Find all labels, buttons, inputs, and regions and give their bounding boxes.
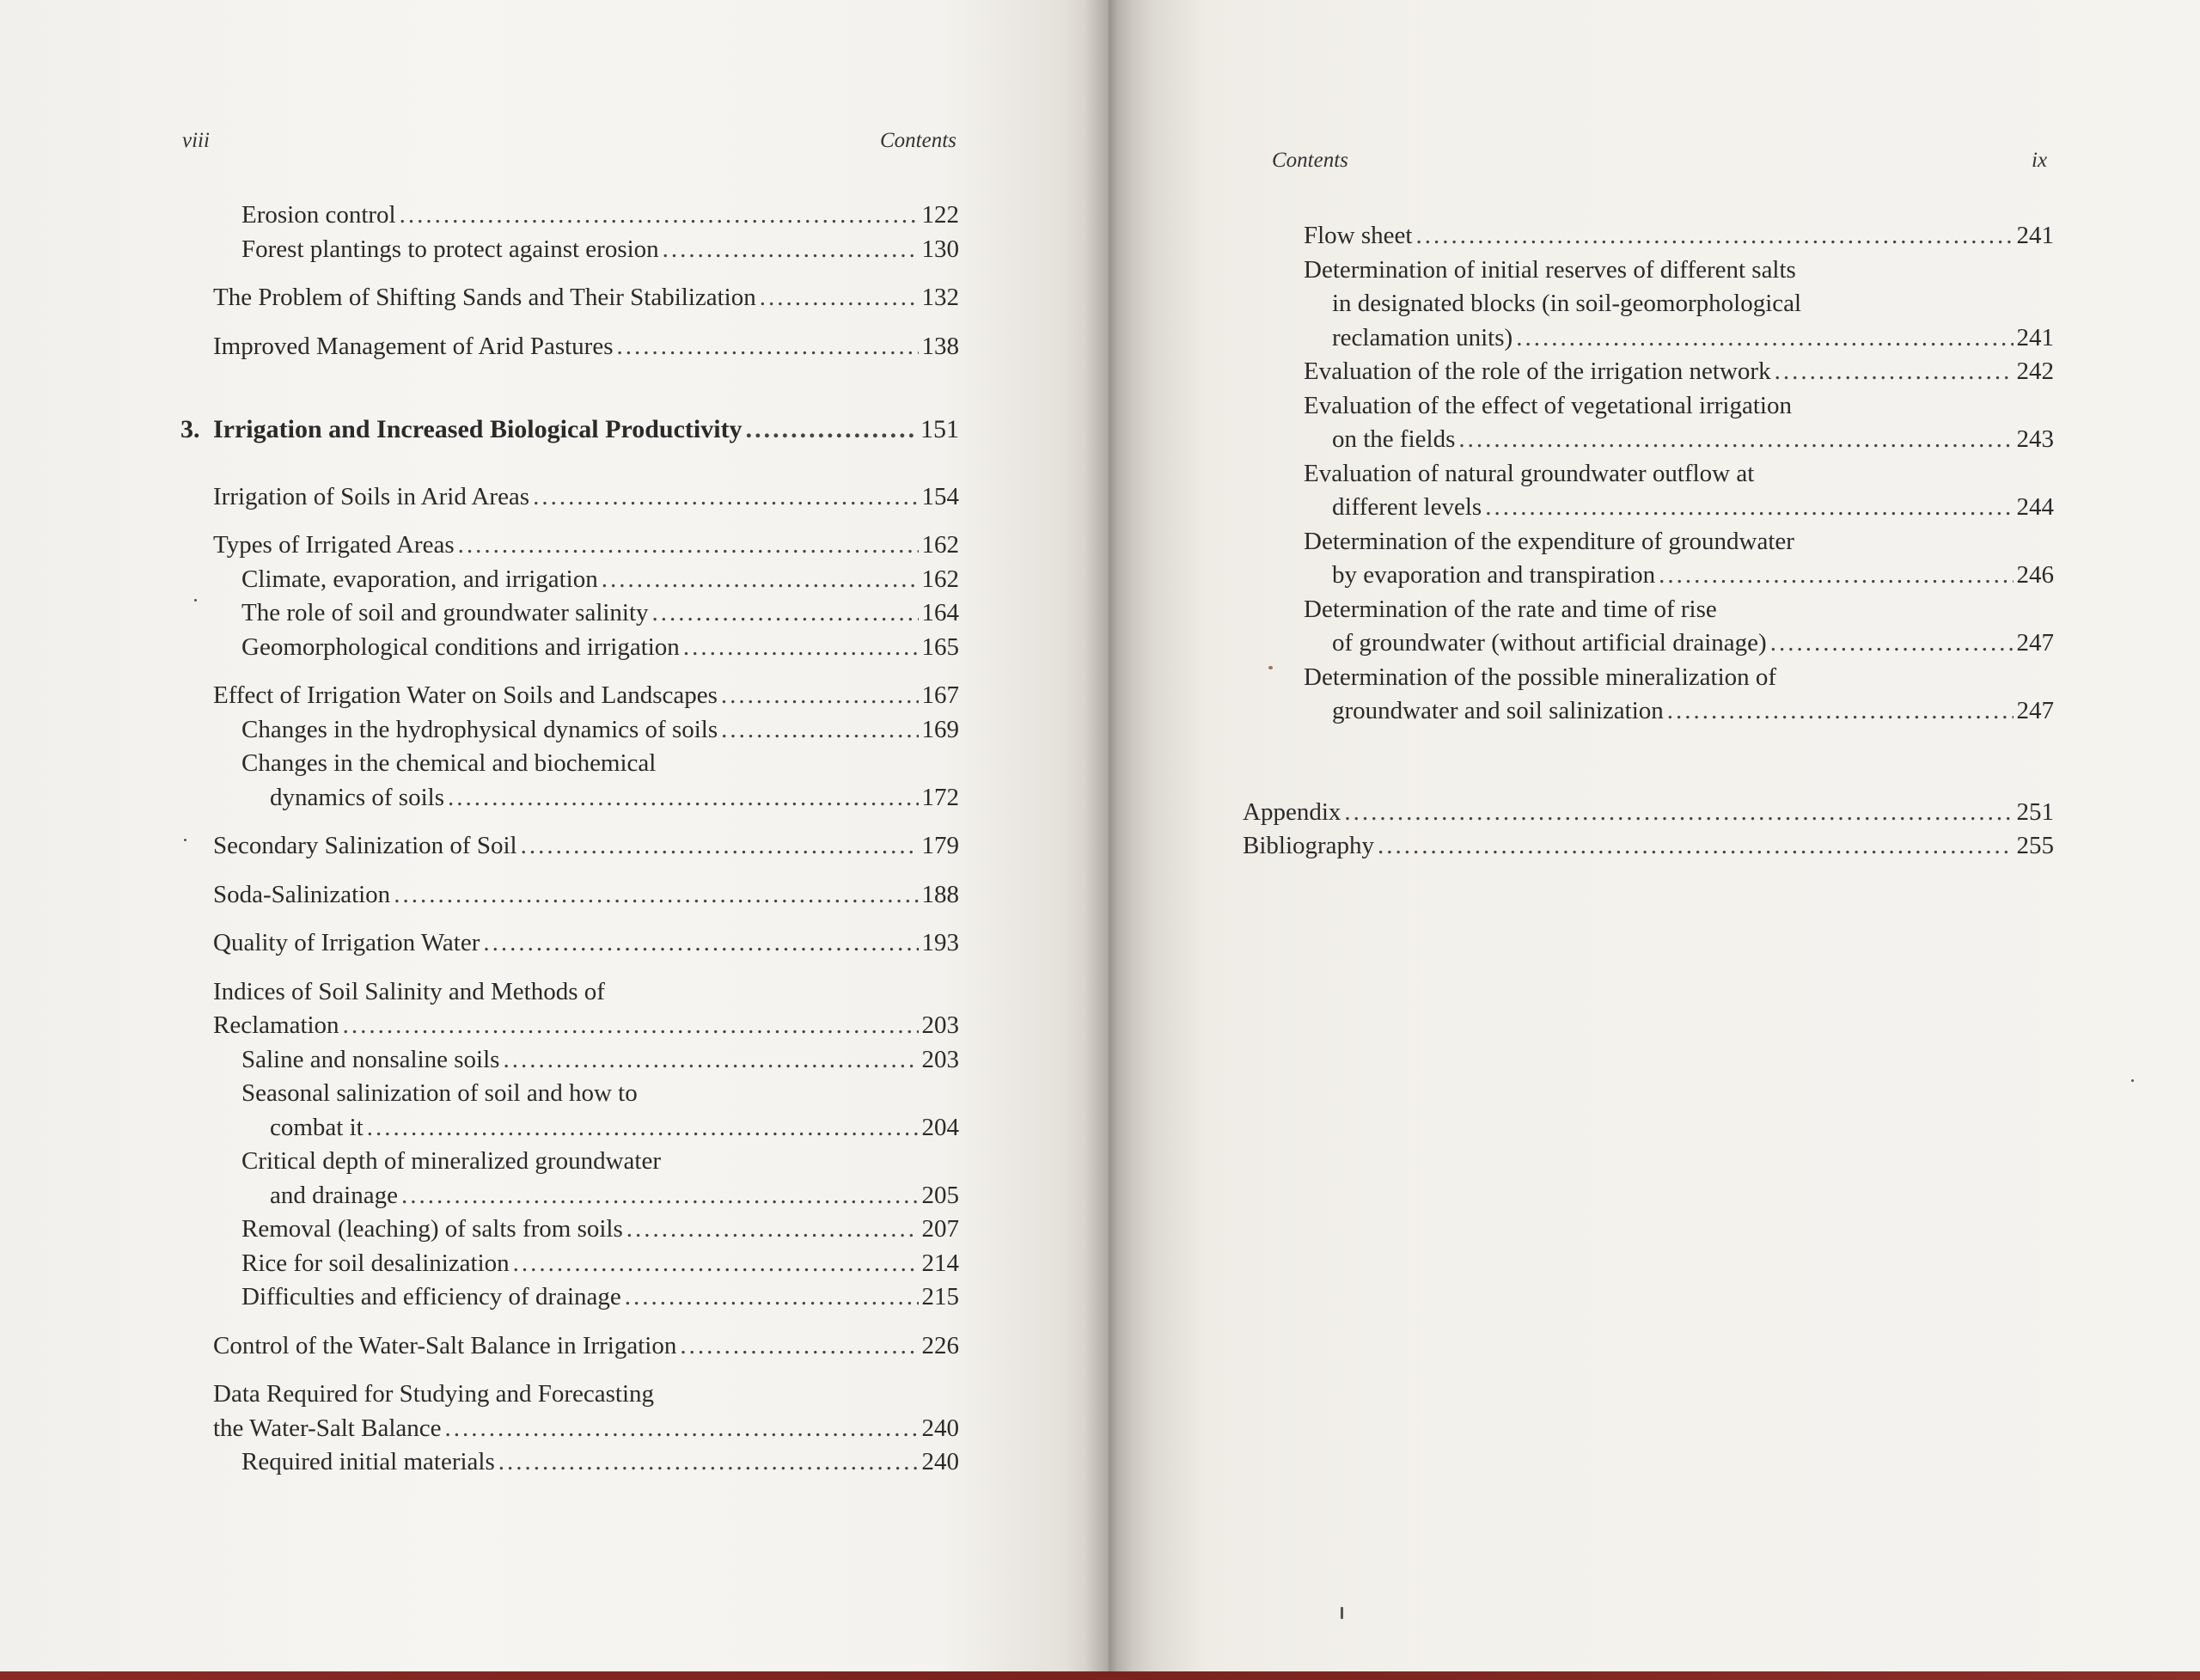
toc-entry-line: Determination of initial reserves of different salts: [1304, 255, 1796, 284]
toc-section: Types of Irrigated Areas ..... 162: [213, 528, 959, 563]
toc-entry: groundwater and soil salinization ..... 247: [1275, 694, 2054, 729]
toc-section: Soda-Salinization ..... 188: [213, 878, 959, 913]
toc-entry: Forest plantings to protect against erosion ..... 130: [213, 233, 959, 267]
toc-entry-line: Changes in the chemical and biochemical: [241, 749, 657, 777]
toc-left: [180, 199, 959, 1480]
toc-entry-line: in designated blocks (in soil-geomorphological: [1332, 290, 1802, 317]
toc-entry-line: Evaluation of natural groundwater outflow at: [1304, 459, 1755, 487]
toc-entry-line: Determination of the possible mineralization of: [1304, 663, 1777, 691]
toc-entry: combat it ..... 204: [213, 1111, 959, 1145]
toc-entry: of groundwater (without artificial drainage) ..... 247: [1275, 626, 2054, 661]
toc-entry: different levels ..... 244: [1275, 491, 2054, 525]
toc-entry: Required initial materials ..... 240: [213, 1445, 959, 1480]
toc-back-matter: Appendix ..... 251: [1243, 796, 2054, 830]
toc-entry: The role of soil and groundwater salinity ..... 164: [213, 596, 959, 631]
toc-right: [1243, 219, 2054, 864]
toc-entry: Rice for soil desalinization ..... 214: [213, 1247, 959, 1281]
toc-section: Control of the Water-Salt Balance in Irrigation ..... 226: [213, 1329, 959, 1364]
toc-entry: reclamation units) ..... 241: [1275, 321, 2054, 356]
toc-entry: Saline and nonsaline soils ..... 203: [213, 1043, 959, 1078]
toc-entry: by evaporation and transpiration ..... 246: [1275, 559, 2054, 593]
scan-speck: [2131, 1079, 2134, 1082]
book-cover-edge: [0, 1671, 2200, 1680]
toc-section: Improved Management of Arid Pastures ..... 138: [213, 330, 959, 364]
toc-entry: Removal (leaching) of salts from soils ..... 207: [213, 1213, 959, 1247]
toc-section: the Water-Salt Balance ..... 240: [213, 1412, 959, 1446]
toc-entry: Flow sheet ..... 241: [1275, 219, 2054, 254]
scan-speck: [1341, 1607, 1343, 1619]
scan-speck: [194, 599, 197, 602]
toc-entry: dynamics of soils ..... 172: [213, 781, 959, 816]
left-running-head: Contents: [880, 129, 956, 152]
toc-entry: Climate, evaporation, and irrigation ..... 162: [213, 563, 959, 597]
toc-entry-line: Determination of the expenditure of groundwater: [1304, 527, 1794, 555]
toc-entry: Changes in the hydrophysical dynamics of soils ..... 169: [213, 713, 959, 748]
toc-section: Reclamation ..... 203: [213, 1009, 959, 1043]
toc-entry: and drainage ..... 205: [213, 1179, 959, 1213]
toc-back-matter: Bibliography ..... 255: [1243, 829, 2054, 864]
left-folio: viii: [182, 129, 210, 152]
book-gutter: [1085, 0, 1133, 1671]
toc-section: Secondary Salinization of Soil ..... 179: [213, 829, 959, 864]
toc-entry-line: Evaluation of the effect of vegetational irrigation: [1304, 391, 1792, 419]
toc-section: The Problem of Shifting Sands and Their Stabilization ..... 132: [213, 281, 959, 315]
toc-entry-line: Determination of the rate and time of rise: [1304, 595, 1717, 623]
toc-chapter: 3. Irrigation and Increased Biological Productivity ..... 151: [180, 412, 959, 447]
scan-speck: [1268, 666, 1273, 669]
scan-speck: [184, 839, 186, 841]
toc-section-line: Indices of Soil Salinity and Methods of: [213, 977, 605, 1005]
toc-entry: Erosion control ..... 122: [213, 199, 959, 233]
toc-entry: Geomorphological conditions and irrigation ..... 165: [213, 631, 959, 665]
toc-section: Quality of Irrigation Water ..... 193: [213, 926, 959, 961]
toc-entry-line: Seasonal salinization of soil and how to: [241, 1079, 638, 1107]
toc-entry: Evaluation of the role of the irrigation network ..... 242: [1275, 355, 2054, 389]
toc-entry-line: Critical depth of mineralized groundwater: [241, 1147, 661, 1175]
toc-entry: Difficulties and efficiency of drainage ..... 215: [213, 1280, 959, 1315]
right-running-head: Contents: [1272, 149, 1348, 172]
toc-section-line: Data Required for Studying and Forecasting: [213, 1380, 655, 1408]
toc-entry: on the fields ..... 243: [1275, 423, 2054, 457]
toc-section: Effect of Irrigation Water on Soils and Landscapes ..... 167: [213, 679, 959, 713]
toc-section: Irrigation of Soils in Arid Areas ..... 154: [213, 480, 959, 515]
right-folio: ix: [2032, 149, 2048, 172]
